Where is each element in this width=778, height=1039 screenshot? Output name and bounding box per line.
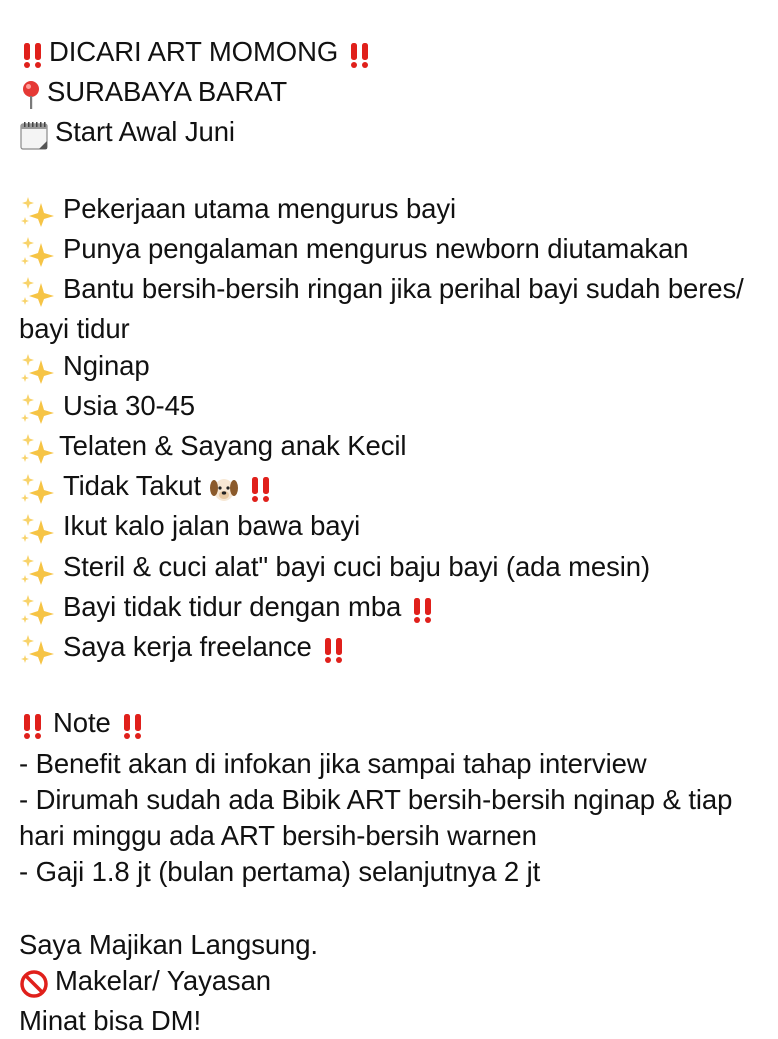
spiral-calendar-icon xyxy=(19,118,49,154)
requirement-item xyxy=(19,629,769,669)
requirement-item xyxy=(19,508,769,548)
requirement-text: Punya pengalaman mengurus newborn diutamakan xyxy=(63,233,689,264)
double-exclamation-icon xyxy=(320,633,348,669)
requirement-item xyxy=(19,468,769,508)
double-exclamation-icon xyxy=(19,709,47,745)
start-text: Start Awal Juni xyxy=(55,116,235,148)
requirement-text: Nginap xyxy=(63,349,150,381)
requirement-item xyxy=(19,428,769,468)
sparkles-icon xyxy=(19,275,57,311)
double-exclamation-icon xyxy=(409,593,437,629)
sparkles-icon xyxy=(19,195,57,231)
contact-line: Minat bisa DM! xyxy=(19,1005,201,1037)
sparkles-icon xyxy=(19,553,57,589)
requirement-text: Pekerjaan utama mengurus bayi xyxy=(63,192,457,224)
sparkles-icon xyxy=(19,593,57,629)
sparkles-icon xyxy=(19,512,57,548)
start-line xyxy=(19,114,769,154)
employer-statement: Saya Majikan Langsung. xyxy=(19,928,318,960)
post-title-line xyxy=(19,34,769,74)
requirement-text: Tidak Takut xyxy=(63,470,201,502)
requirement-text: Ikut kalo jalan bawa bayi xyxy=(63,510,361,542)
sparkles-icon xyxy=(19,352,57,388)
sparkles-icon xyxy=(19,432,57,468)
double-exclamation-icon xyxy=(346,38,374,74)
requirement-item xyxy=(19,348,769,388)
requirement-item xyxy=(19,231,769,271)
double-exclamation-icon xyxy=(247,472,275,508)
note-heading: Note xyxy=(53,707,111,739)
sparkles-icon xyxy=(19,392,57,428)
job-post xyxy=(19,34,769,1039)
sparkles-icon xyxy=(19,235,57,271)
round-pushpin-icon xyxy=(19,78,45,114)
location-text: SURABAYA BARAT xyxy=(47,76,288,108)
location-line xyxy=(19,74,769,114)
requirement-text: Usia 30-45 xyxy=(63,389,195,421)
no-agent-line xyxy=(19,963,769,1003)
double-exclamation-icon xyxy=(119,709,147,745)
requirement-text: Bantu bersih-bersih ringan jika perihal bayi sudah beres/ bayi tidur xyxy=(19,273,744,345)
spacer xyxy=(19,669,769,705)
requirement-text: Steril & cuci alat" bayi cuci baju bayi (ada mesin) xyxy=(63,550,651,582)
note-heading-line xyxy=(19,705,769,745)
requirement-text: Saya kerja freelance xyxy=(63,631,312,663)
no-agent-text: Makelar/ Yayasan xyxy=(55,964,271,996)
double-exclamation-icon xyxy=(19,38,47,74)
requirement-item xyxy=(19,271,769,347)
spacer xyxy=(19,890,769,926)
sparkles-icon xyxy=(19,472,57,508)
post-title: DICARI ART MOMONG xyxy=(49,36,339,67)
requirement-item xyxy=(19,589,769,629)
note-item: - Benefit akan di infokan jika sampai tahap interview xyxy=(19,747,647,779)
requirement-text: Bayi tidak tidur dengan mba xyxy=(63,590,402,622)
requirement-item xyxy=(19,388,769,428)
note-item: - Gaji 1.8 jt (bulan pertama) selanjutnya 2 jt xyxy=(19,856,541,888)
dog-face-icon xyxy=(209,472,239,508)
note-item: - Dirumah sudah ada Bibik ART bersih-bersih nginap & tiap hari minggu ada ART bersih-bersih warnen xyxy=(19,783,733,852)
requirement-text: Telaten & Sayang anak Kecil xyxy=(59,430,407,462)
sparkles-icon xyxy=(19,633,57,669)
requirement-item xyxy=(19,549,769,589)
prohibited-icon xyxy=(19,967,49,1003)
requirement-item xyxy=(19,191,769,231)
spacer xyxy=(19,155,769,191)
